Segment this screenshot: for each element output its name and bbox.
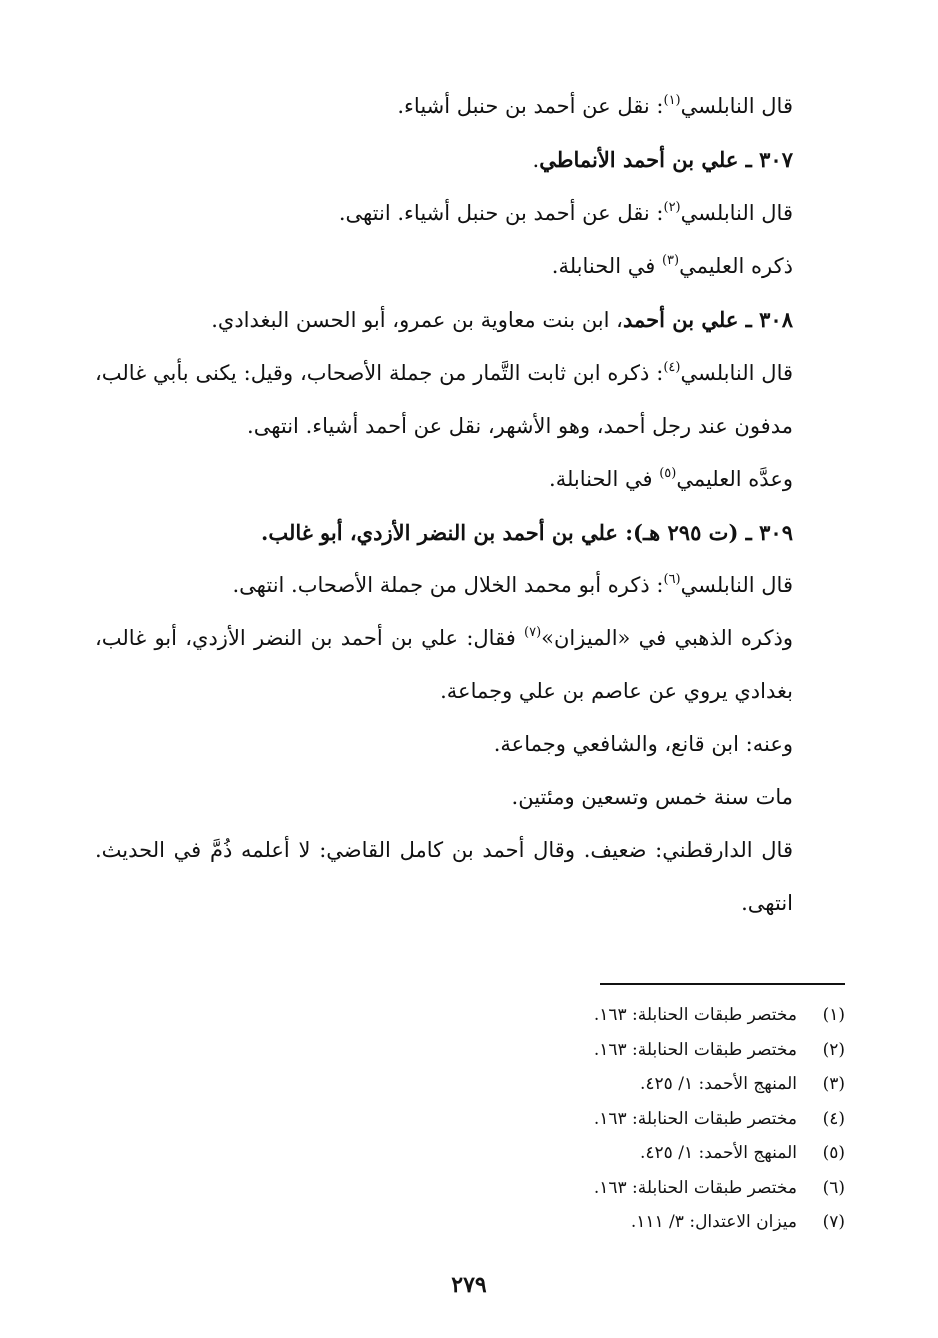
footnote-2	[330, 1033, 845, 1068]
paragraph-4: ذكره العليمي$^{(٣)}$ في الحنابلة.	[551, 253, 793, 278]
footnote-number: (١)	[822, 1005, 845, 1025]
footnote-text: مختصر طبقات الحنابلة: ١٦٣.	[593, 1177, 797, 1198]
footnote-4	[330, 1102, 845, 1137]
footnotes	[330, 998, 845, 1240]
footnote-number: (٥)	[822, 1143, 845, 1163]
footnote-number: (٢)	[822, 1039, 845, 1060]
main-text	[95, 80, 845, 930]
footnote-text: المنهج الأحمد: ١/ ٤٢٥.	[640, 1143, 797, 1163]
footnote-number: (٣)	[822, 1074, 845, 1094]
entry-heading-307: ٣٠٧ ـ علي بن أحمد الأنماطي.	[532, 147, 793, 172]
footnote-ref[interactable]: (٥)	[659, 466, 677, 481]
entry-heading-308: ٣٠٨ ـ علي بن أحمد، ابن بنت معاوية بن عمرو، أبو الحسن البغدادي.	[211, 307, 793, 332]
footnote-ref[interactable]: (٧)	[524, 625, 542, 640]
paragraph-6: قال النابلسي$^{(٤)}$: ذكره ابن ثابت التَّمار من جملة الأصحاب، وقيل: يكنى بأبي غالب، مدفون عند رجل أحمد، وهو الأشهر، نقل عن أحمد أشياء. انتهى.	[95, 360, 794, 438]
footnote-3	[330, 1067, 845, 1102]
footnote-number: (٦)	[822, 1177, 845, 1198]
footnote-6	[330, 1171, 845, 1206]
entry-title: ٣٠٧ ـ علي بن أحمد الأنماطي	[539, 147, 793, 172]
paragraph-13: قال الدارقطني: ضعيف. وقال أحمد بن كامل القاضي: لا أعلمه ذُمَّ في الحديث. انتهى.	[95, 838, 793, 915]
footnote-1	[330, 998, 845, 1033]
footnote-text: مختصر طبقات الحنابلة: ١٦٣.	[593, 1108, 797, 1129]
footnote-text: مختصر طبقات الحنابلة: ١٦٣.	[593, 1005, 797, 1025]
footnote-ref[interactable]: (١)	[663, 93, 681, 108]
paragraph-1: قال النابلسي$^{(١)}$: نقل عن أحمد بن حنبل أشياء.	[397, 93, 793, 118]
paragraph-7: وعدَّه العليمي$^{(٥)}$ في الحنابلة.	[549, 466, 793, 491]
footnote-5	[330, 1136, 845, 1171]
footnote-text: ميزان الاعتدال: ٣/ ١١١.	[630, 1212, 797, 1232]
footnote-ref[interactable]: (٢)	[663, 200, 681, 215]
paragraph-11: وعنه: ابن قانع، والشافعي وجماعة.	[493, 732, 793, 756]
entry-title: ٣٠٨ ـ علي بن أحمد	[622, 307, 793, 332]
footnote-number: (٤)	[822, 1108, 845, 1129]
page-number: ٢٧٩	[451, 1272, 487, 1298]
footnote-7	[330, 1205, 845, 1240]
footnote-text: المنهج الأحمد: ١/ ٤٢٥.	[640, 1074, 797, 1094]
footnote-text: مختصر طبقات الحنابلة: ١٦٣.	[593, 1039, 797, 1060]
footnote-ref[interactable]: (٤)	[663, 360, 681, 375]
paragraph-9: قال النابلسي$^{(٦)}$: ذكره أبو محمد الخلال من جملة الأصحاب. انتهى.	[232, 572, 793, 597]
paragraph-10: وذكره الذهبي في «الميزان»$^{(٧)}$ فقال: علي بن أحمد بن النضر الأزدي، أبو غالب، بغدادي يروي عن عاصم بن علي وجماعة.	[95, 625, 793, 703]
paragraph-3: قال النابلسي$^{(٢)}$: نقل عن أحمد بن حنبل أشياء. انتهى.	[338, 200, 793, 225]
footnote-number: (٧)	[822, 1212, 845, 1232]
footnote-ref[interactable]: (٣)	[661, 253, 680, 268]
entry-title: علي بن أحمد	[502, 520, 618, 545]
paragraph-12: مات سنة خمس وتسعين ومئتين.	[511, 785, 793, 809]
footnote-ref[interactable]: (٦)	[663, 572, 681, 587]
entry-heading-309: ٣٠٩ ـ (ت ٢٩٥ هـ): علي بن أحمد بن النضر الأزدي، أبو غالب.	[261, 520, 793, 545]
footnote-divider	[600, 983, 845, 985]
